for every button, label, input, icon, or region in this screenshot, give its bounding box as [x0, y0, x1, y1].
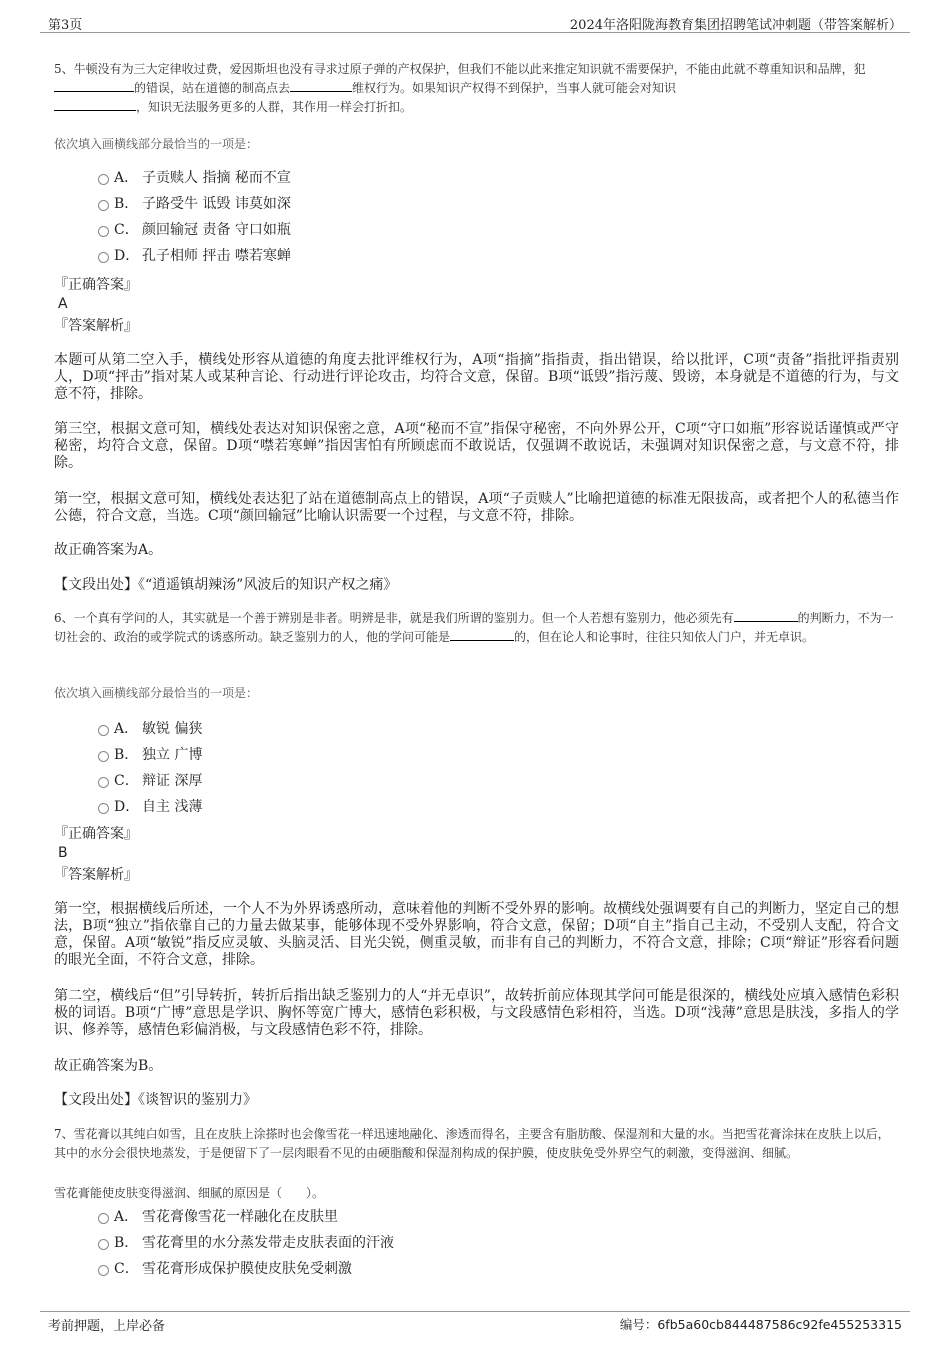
blank-3 [54, 98, 136, 111]
page-footer [40, 1311, 910, 1335]
analysis-6-conclusion: 故正确答案为B。 [54, 1058, 163, 1074]
answer-label-5: 『正确答案』 [54, 277, 138, 293]
answer-5: A [58, 296, 68, 312]
analysis-5-para-2: 第三空，根据文意可知，横线处表达对知识保密之意，A项“秘而不宣”指保守秘密，不向外界公开，C项“守口如瓶”形容说话谨慎或严守秘密，均符合文意，保留。D项“噤若寒蝉”指因害怕有所顾虑而不敢说话，仅强调不敢说话，未强调对知识保密之意，与文意不符，排除。 [54, 421, 899, 471]
analysis-6-para-2: 第二空，横线后“但”引导转折，转折后指出缺乏鉴别力的人“并无卓识”，故转折前应体现其学问可能是很深的，横线处应填入感情色彩积极的词语。B项“广博”意思是学识、胸怀等宽广博大，感情色彩积极，与文段感情色彩相符，当选。D项“浅薄”意思是肤浅，多指人的学识、修养等，感情色彩偏消极，与文段感情色彩不符，排除。 [54, 988, 899, 1038]
blank-1 [54, 79, 134, 92]
radio-icon[interactable] [98, 252, 109, 263]
document-title: 2024年洛阳陇海教育集团招聘笔试冲刺题（带答案解析） [569, 18, 902, 33]
option-7c[interactable]: C． 雪花膏形成保护膜使皮肤免受刺激 [54, 1256, 899, 1282]
option-7a[interactable]: A． 雪花膏像雪花一样融化在皮肤里 [54, 1204, 899, 1230]
document-serial: 编号：6fb5a60cb844487586c92fe455253315 [619, 1317, 902, 1332]
question-7-text: 7、雪花膏以其纯白如雪，且在皮肤上涂搽时也会像雪花一样迅速地融化、渗透而得名，主要含有脂肪酸、保湿剂和大量的水。当把雪花膏涂抹在皮肤上以后，其中的水分会很快地蒸发，于是便留下了一层肉眼看不见的由硬脂酸和保湿剂构成的保护膜，使皮肤免受外界空气的刺激，变得滋润、细腻。 [54, 1127, 890, 1160]
question-5-prompt: 依次填入画横线部分最恰当的一项是： [54, 137, 259, 151]
option-6c[interactable]: C． 辩证 深厚 [54, 768, 899, 794]
answer-label-6: 『正确答案』 [54, 826, 138, 842]
source-5: 【文段出处】《“逍遥镇胡辣汤”风波后的知识产权之痛》 [54, 577, 398, 593]
option-6b[interactable]: B． 独立 广博 [54, 742, 899, 768]
question-6-options [54, 716, 899, 820]
radio-icon[interactable] [98, 226, 109, 237]
radio-icon[interactable] [98, 200, 109, 211]
radio-icon[interactable] [98, 1265, 109, 1276]
option-5b[interactable]: B． 子路受牛 诋毁 讳莫如深 [54, 191, 899, 217]
question-5-options [54, 165, 899, 269]
question-7-question: 雪花膏能使皮肤变得滋润、细腻的原因是（ ）。 [54, 1186, 325, 1200]
option-5c[interactable]: C． 颜回输冠 责备 守口如瓶 [54, 217, 899, 243]
question-5-text: 5、牛顿没有为三大定律收过费，爱因斯坦也没有寻求过原子弹的产权保护，但我们不能以此来推定知识就不需要保护，不能由此就不尊重知识和品牌，犯的错误，站在道德的制高点去 维权行为。如果知识产权得不到保护，当事人就可能会对知识 ，知识无法服务更多的人群，其作用一样会打折扣。 [54, 62, 866, 114]
blank-1 [734, 609, 798, 622]
radio-icon[interactable] [98, 1213, 109, 1224]
analysis-label-6: 『答案解析』 [54, 867, 138, 883]
footer-slogan: 考前押题，上岸必备 [48, 1319, 166, 1334]
radio-icon[interactable] [98, 1239, 109, 1250]
blank-2 [450, 628, 514, 641]
answer-6: B [58, 845, 68, 861]
analysis-5-para-1: 本题可从第二空入手，横线处形容从道德的角度去批评维权行为，A项“指摘”指指责，指出错误，给以批评，C项“责备”指批评指责别人，D项“抨击”指对某人或某种言论、行动进行评论攻击，均符合文意，保留。B项“诋毁”指污蔑、毁谤，本身就是不道德的行为，与文意不符，排除。 [54, 352, 899, 402]
page-header [40, 14, 910, 33]
source-6: 【文段出处】《谈智识的鉴别力》 [54, 1092, 257, 1108]
analysis-label-5: 『答案解析』 [54, 318, 138, 334]
blank-2 [290, 79, 352, 92]
question-6-prompt: 依次填入画横线部分最恰当的一项是： [54, 686, 259, 700]
question-6-text: 6、一个真有学问的人，其实就是一个善于辨别是非者。明辨是非，就是我们所谓的鉴别力。但一个人若想有鉴别力，他必须先有 的判断力，不为一切社会的、政治的或学院式的诱惑所动。缺乏鉴别力的人，他的学问可能是 的，但在论人和论事时，往往只知依人门户，并无卓识。 [54, 611, 894, 644]
option-5a[interactable]: A． 子贡赎人 指摘 秘而不宣 [54, 165, 899, 191]
option-5d[interactable]: D． 孔子相师 抨击 噤若寒蝉 [54, 243, 899, 269]
radio-icon[interactable] [98, 803, 109, 814]
analysis-5-conclusion: 故正确答案为A。 [54, 542, 163, 558]
option-6d[interactable]: D． 自主 浅薄 [54, 794, 899, 820]
radio-icon[interactable] [98, 777, 109, 788]
radio-icon[interactable] [98, 725, 109, 736]
radio-icon[interactable] [98, 751, 109, 762]
radio-icon[interactable] [98, 174, 109, 185]
option-7b[interactable]: B． 雪花膏里的水分蒸发带走皮肤表面的汗液 [54, 1230, 899, 1256]
analysis-6-para-1: 第一空，根据横线后所述，一个人不为外界诱惑所动，意味着他的判断不受外界的影响。故横线处强调要有自己的判断力，坚定自己的想法，B项“独立”指依靠自己的力量去做某事，能够体现不受外界影响，符合文意，保留；D项“自主”指自己主动，不受别人支配，符合文意，保留。A项“敏锐”指反应灵敏、头脑灵活、目光尖锐，侧重灵敏，而非有自己的判断力，不符合文意，排除；C项“辩证”形容看问题的眼光全面，不符合文意，排除。 [54, 901, 899, 968]
analysis-5-para-3: 第一空，根据文意可知，横线处表达犯了站在道德制高点上的错误，A项“子贡赎人”比喻把道德的标准无限拔高，或者把个人的私德当作公德，符合文意，当选。C项“颜回输冠”比喻认识需要一个过程，与文意不符，排除。 [54, 491, 899, 524]
question-7-options [54, 1204, 899, 1282]
option-6a[interactable]: A． 敏锐 偏狭 [54, 716, 899, 742]
page-number: 第3页 [48, 18, 83, 33]
